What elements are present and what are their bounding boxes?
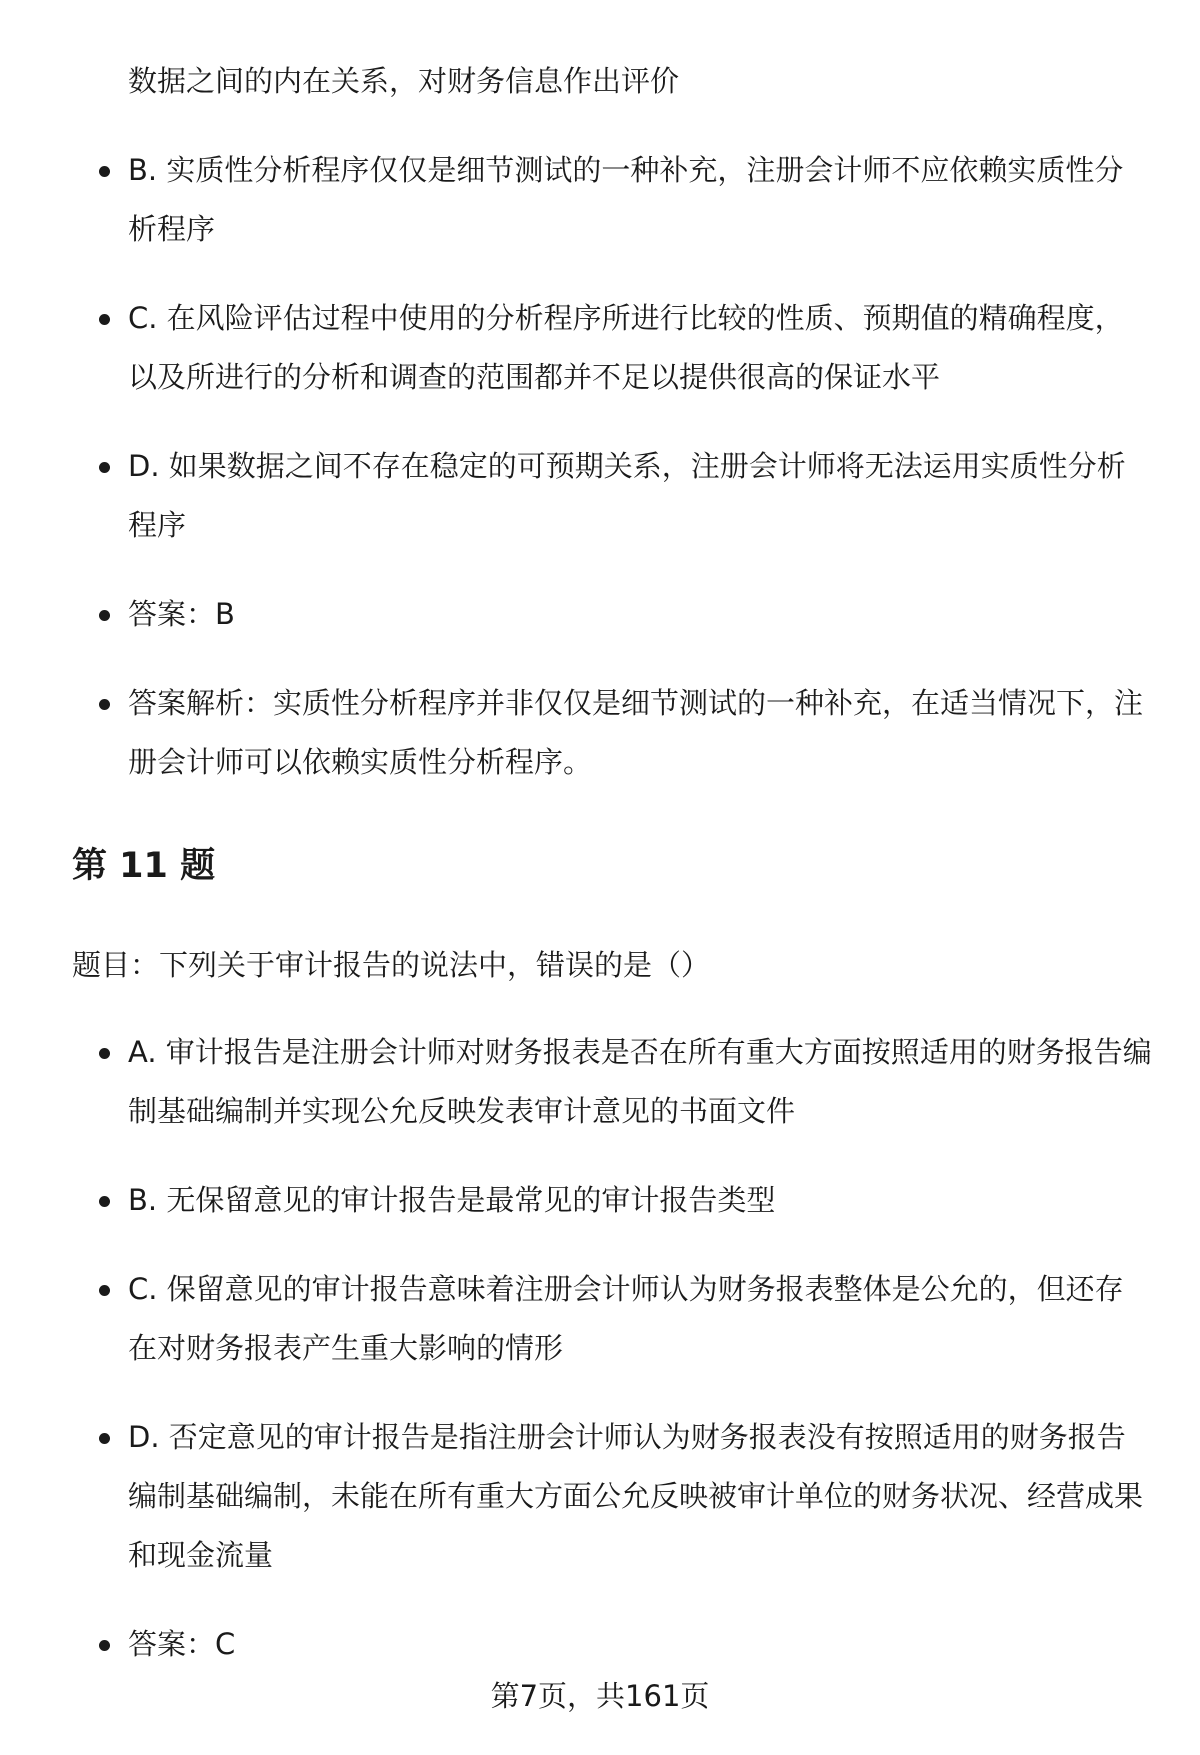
q11-option-c: C. 保留意见的审计报告意味着注册会计师认为财务报表整体是公允的，但还存在对财务报表产生重大影响的情形 (72, 1260, 1152, 1378)
question-11-stem: 题目：下列关于审计报告的说法中，错误的是（） (72, 948, 711, 982)
q10-option-d: D. 如果数据之间不存在稳定的可预期关系，注册会计师将无法运用实质性分析程序 (72, 437, 1152, 555)
q10-option-c: C. 在风险评估过程中使用的分析程序所进行比较的性质、预期值的精确程度，以及所进行的分析和调查的范围都并不足以提供很高的保证水平 (72, 289, 1152, 407)
q11-option-b: B. 无保留意见的审计报告是最常见的审计报告类型 (72, 1171, 1152, 1230)
page-number-footer: 第7页，共161页 (490, 1679, 710, 1713)
q11-option-a: A. 审计报告是注册会计师对财务报表是否在所有重大方面按照适用的财务报告编制基础编制并实现公允反映发表审计意见的书面文件 (72, 1023, 1152, 1141)
continuation-text: 数据之间的内在关系，对财务信息作出评价 (128, 64, 680, 98)
question-11-heading: 第 11 题 (72, 846, 216, 886)
q10-option-b: B. 实质性分析程序仅仅是细节测试的一种补充，注册会计师不应依赖实质性分析程序 (72, 141, 1152, 259)
q10-option-list (72, 141, 1152, 792)
q11-option-d: D. 否定意见的审计报告是指注册会计师认为财务报表没有按照适用的财务报告编制基础编制，未能在所有重大方面公允反映被审计单位的财务状况、经营成果和现金流量 (72, 1408, 1152, 1585)
q11-answer: 答案：C (72, 1615, 1152, 1674)
q11-option-list (72, 1023, 1152, 1674)
page-content (72, 52, 1152, 1674)
q10-answer-explanation: 答案解析：实质性分析程序并非仅仅是细节测试的一种补充，在适当情况下，注册会计师可以依赖实质性分析程序。 (72, 674, 1152, 792)
q10-answer: 答案：B (72, 585, 1152, 644)
